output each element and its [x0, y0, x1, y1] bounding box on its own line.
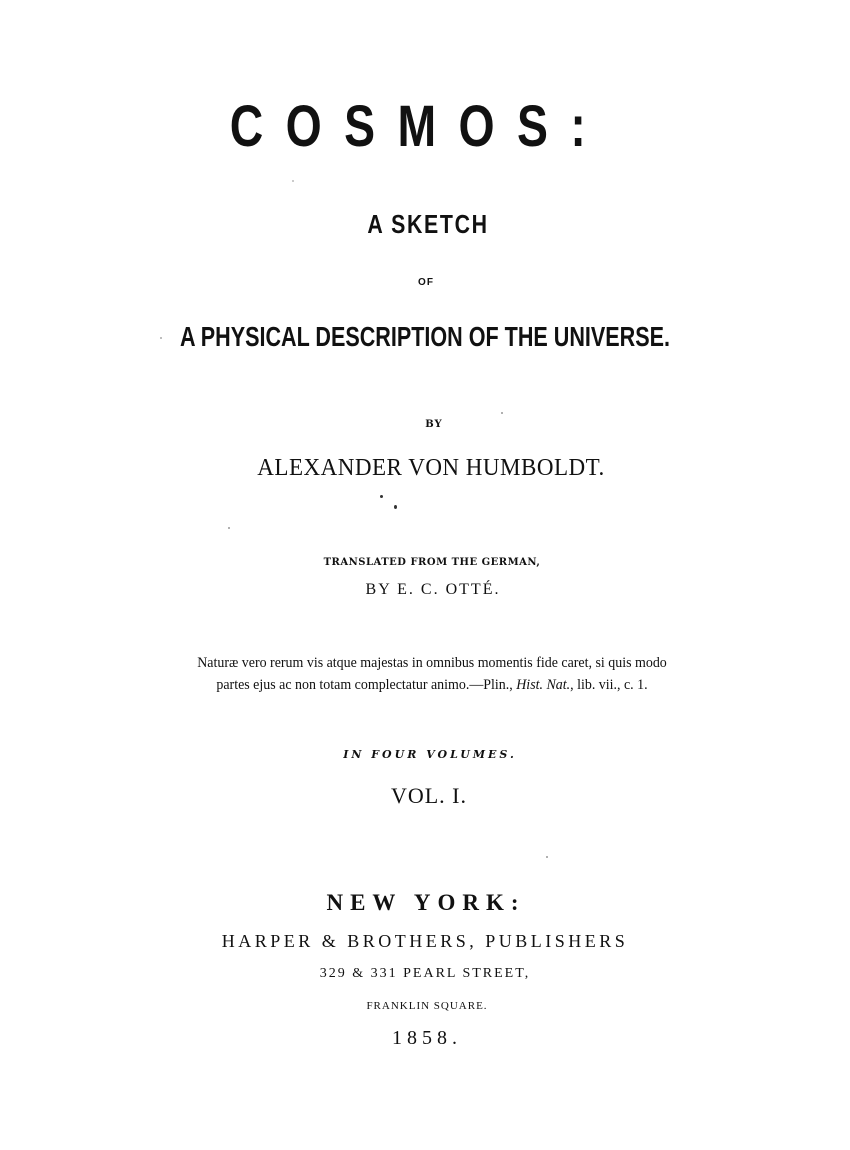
book-title: COSMOS: [229, 94, 609, 159]
scan-speck [228, 527, 230, 529]
scan-speck [380, 495, 383, 498]
epigraph-source-title: Hist. Nat. [516, 677, 571, 693]
epigraph [37, 652, 828, 696]
scan-speck [501, 412, 503, 414]
publisher-name: HARPER & BROTHERS, PUBLISHERS [221, 931, 629, 951]
epigraph-line-1: Naturæ vero rerum vis atque majestas in omnibus momentis fide caret, si quis modo [197, 655, 667, 671]
epigraph-line-2 [37, 674, 828, 696]
subtitle-line-2: A PHYSICAL DESCRIPTION OF THE UNIVERSE. [180, 321, 670, 352]
author-name: ALEXANDER VON HUMBOLDT. [257, 455, 605, 481]
scan-speck [546, 856, 548, 858]
subtitle-line-1: A SKETCH [367, 209, 489, 239]
translated-from-label: TRANSLATED FROM THE GERMAN, [323, 557, 541, 568]
scan-speck [292, 180, 294, 182]
volume-number: VOL. I. [390, 783, 468, 808]
scan-speck [394, 505, 397, 509]
epigraph-line-2-suffix: , lib. vii., c. 1. [570, 677, 648, 693]
publication-city: NEW YORK: [326, 890, 526, 915]
publisher-address: 329 & 331 PEARL STREET, [319, 966, 531, 981]
translator-name: BY E. C. OTTÉ. [365, 581, 501, 598]
subtitle-of: OF [418, 277, 434, 288]
volumes-note: IN FOUR VOLUMES. [343, 748, 517, 761]
by-label: BY [425, 419, 443, 430]
epigraph-line-2-prefix: partes ejus ac non totam complectatur animo.—Plin., [216, 677, 517, 693]
scan-speck [160, 337, 162, 339]
publisher-square: FRANKLIN SQUARE. [366, 1000, 488, 1012]
publication-year: 1858. [392, 1027, 462, 1049]
